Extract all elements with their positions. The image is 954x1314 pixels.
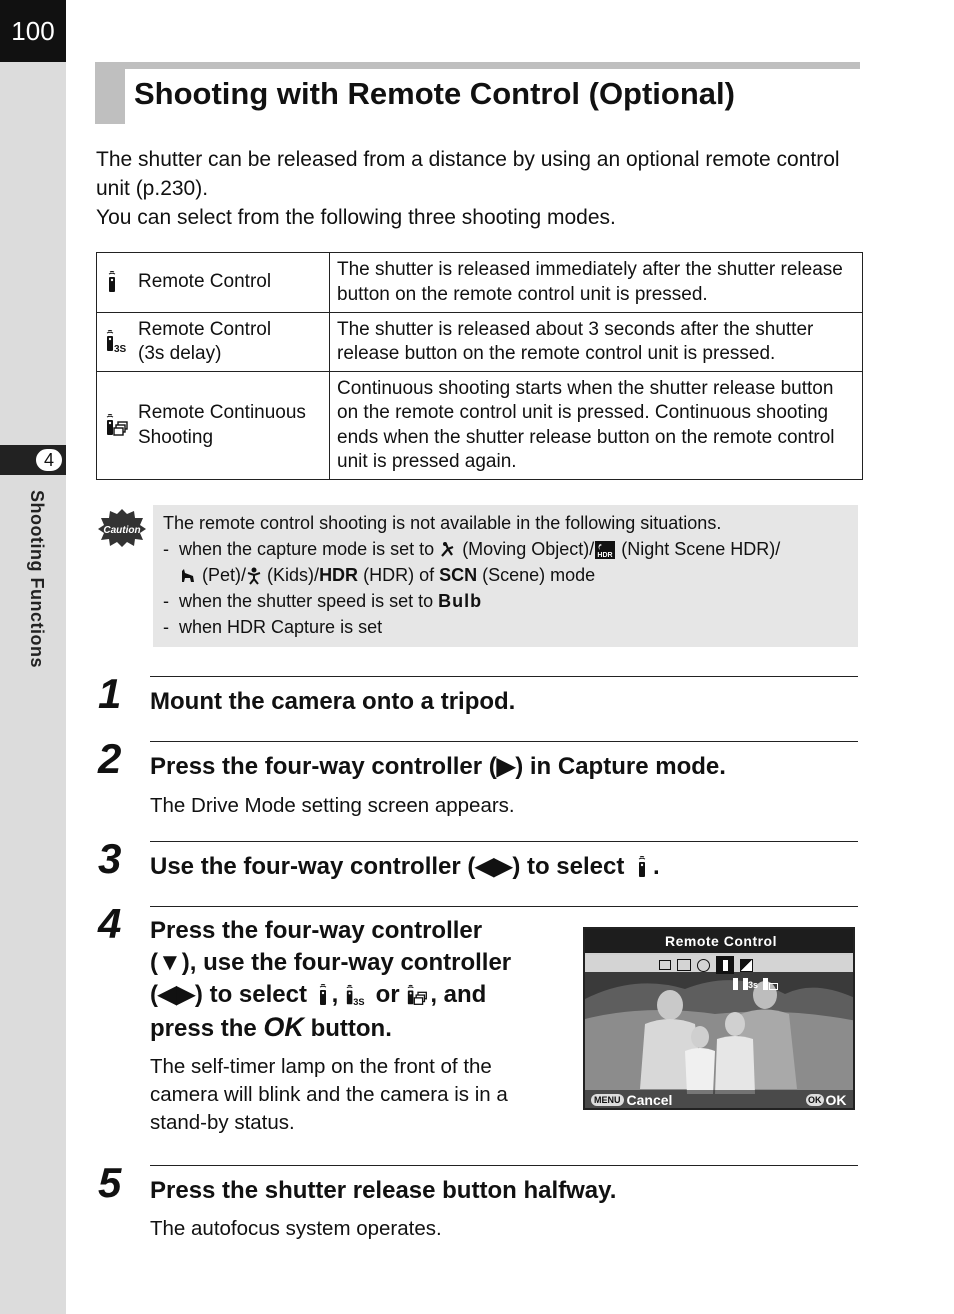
right-arrow-icon: ▶ [496, 753, 516, 780]
step-body: The autofocus system operates. [150, 1217, 442, 1240]
step-heading [150, 915, 570, 1045]
step-heading [150, 851, 660, 883]
step-heading-text: , and [430, 981, 487, 1008]
step-number: 2 [98, 735, 122, 782]
step-heading-line: (▼), use the four-way controller [150, 949, 512, 976]
mode-label-line2: Shooting [138, 426, 214, 448]
menu-key-icon: MENU [591, 1094, 624, 1106]
step-heading: Mount the camera onto a tripod. [150, 688, 516, 715]
step-heading-text: Use the four-way controller ( [150, 853, 476, 880]
step-heading-text: Press the four-way controller ( [150, 753, 497, 780]
caution-item: - when HDR Capture is set [163, 617, 383, 637]
self-timer-icon[interactable] [697, 959, 710, 972]
caution-text: when the shutter speed is set to [179, 591, 434, 611]
continuous-icon[interactable] [677, 959, 691, 971]
mode-label-line2: (3s delay) [138, 343, 222, 364]
svg-text:HDR: HDR [597, 552, 613, 560]
camera-lcd-screen [583, 927, 855, 1110]
mode-description: Continuous shooting starts when the shutter release button on the remote control unit is pressed. Continuous shooting ends when the shutter release button on the remote control unit is pressed again. [330, 372, 863, 480]
step-heading-text: ) in Capture mode. [515, 753, 726, 780]
kids-icon [246, 567, 262, 585]
remote-control-icon [314, 984, 332, 1008]
page-number: 100 [0, 0, 66, 62]
remote-continuous-icon [406, 984, 430, 1008]
intro-line-2: You can select from the following three shooting modes. [96, 206, 616, 229]
remote-3s-label: 3s [748, 980, 759, 990]
title-accent-top [95, 62, 860, 69]
ok-key-icon: OK [808, 1095, 822, 1105]
step-heading-text: button. [310, 1015, 392, 1042]
mode-cell [97, 313, 330, 372]
hdr-mode-glyph: HDR [319, 565, 359, 585]
caution-text: (Scene) mode [482, 565, 596, 585]
caution-intro: The remote control shooting is not available in the following situations. [163, 513, 722, 533]
caution-text: when the capture mode is set to [179, 539, 435, 559]
step-divider [150, 906, 858, 907]
chapter-number: 4 [34, 447, 64, 473]
caution-text: (Pet)/ [202, 565, 247, 585]
caution-text: (Moving Object)/ [462, 539, 595, 559]
remote-3s-icon [345, 984, 369, 1008]
remote-control-selected-icon[interactable] [716, 956, 734, 974]
scn-mode-glyph: SCN [439, 565, 478, 585]
remote-modes-table [96, 252, 863, 480]
table-row [97, 313, 863, 372]
step-heading-text: . [653, 853, 660, 880]
moving-object-icon [439, 541, 457, 559]
step-divider [150, 1165, 858, 1166]
chapter-label: Shooting Functions [27, 490, 47, 668]
remote-continuous-icon [105, 413, 138, 439]
mode-cell [97, 372, 330, 480]
caution-text: when HDR Capture is set [179, 617, 383, 637]
step-heading [150, 751, 726, 783]
step-number: 4 [98, 900, 122, 947]
remote-control-icon [631, 856, 653, 880]
caution-box [153, 505, 858, 647]
left-right-arrow-icon: ◀▶ [475, 853, 513, 880]
step-heading-line: (◀▶) to select , 3S or , and [150, 981, 487, 1008]
remote-3s-sub-icon[interactable] [743, 978, 758, 990]
step-divider [150, 741, 858, 742]
cancel-label: Cancel [626, 1092, 673, 1108]
caution-text: (HDR) of [363, 565, 435, 585]
section-title-bar [95, 62, 860, 124]
step-heading-text: ) to select [512, 853, 625, 880]
step-divider [150, 676, 858, 677]
step-heading-line [150, 1011, 570, 1045]
cancel-button[interactable] [591, 1092, 672, 1108]
mode-description: The shutter is released immediately after the shutter release button on the remote control unit is pressed. [330, 253, 863, 313]
step-heading: Press the shutter release button halfway. [150, 1177, 617, 1204]
mode-cell [97, 253, 330, 313]
intro-text [96, 145, 866, 232]
mode-label [138, 401, 306, 450]
svg-text:3S: 3S [353, 996, 365, 1007]
drive-mode-icons [659, 956, 753, 974]
step-heading-text: or [375, 981, 400, 1008]
caution-text: (Kids)/ [267, 565, 320, 585]
step-heading-line: Press the four-way controller [150, 917, 483, 944]
left-right-arrow-icon: ◀▶ [158, 981, 195, 1008]
down-arrow-icon: ▼ [158, 949, 182, 976]
step-number: 5 [98, 1159, 122, 1206]
mode-label: Remote Control [138, 271, 272, 293]
bulb-glyph: Bulb [438, 591, 483, 611]
step-heading-text: ) to select [194, 981, 307, 1008]
page-title: Shooting with Remote Control (Optional) [134, 76, 735, 111]
caution-item: - when the capture mode is set to (Moving Object)/ HDR (Night Scene HDR)/ (Pet)/ (Kids)/HDR (HDR) of SCN (Scene) mode [163, 539, 781, 585]
step-number: 3 [98, 835, 122, 882]
mode-label-line1: Remote Control [138, 318, 272, 340]
remote-control-icon [105, 271, 138, 295]
table-row [97, 372, 863, 480]
mode-label-line1: Remote Continuous [138, 402, 306, 423]
single-frame-icon[interactable] [659, 960, 671, 970]
pet-icon [179, 567, 197, 585]
remote-3s-icon [105, 329, 138, 355]
svg-text:3S: 3S [114, 344, 127, 355]
step-heading-text: press the [150, 1015, 257, 1042]
intro-line-1: The shutter can be released from a distance by using an optional remote control unit (p.230). [96, 148, 840, 200]
caution-icon [97, 508, 147, 553]
remote-continuous-sub-icon[interactable] [763, 978, 778, 990]
caution-text: (Night Scene HDR)/ [621, 539, 781, 559]
step-heading-text: , [331, 981, 339, 1008]
step-body: The Drive Mode setting screen appears. [150, 794, 515, 817]
remote-submode-icons [733, 978, 778, 990]
step-divider [150, 841, 858, 842]
step-body: The self-timer lamp on the front of the camera will blink and the camera is in a stand-by status. [150, 1055, 508, 1134]
ok-label: OK [825, 1092, 847, 1108]
bracket-icon[interactable] [740, 959, 753, 972]
mode-label [138, 318, 271, 367]
step-heading-text: ), use the four-way controller [181, 949, 512, 976]
caution-item: - when the shutter speed is set to Bulb [163, 591, 483, 611]
caution-icon-label: Caution [103, 525, 141, 536]
step-number: 1 [98, 670, 122, 717]
mode-description: The shutter is released about 3 seconds after the shutter release button on the remote control unit is pressed. [330, 313, 863, 372]
ok-button[interactable] [806, 1092, 847, 1108]
remote-sub-icon[interactable] [733, 978, 738, 990]
night-scene-hdr-icon [594, 540, 616, 560]
table-row [97, 253, 863, 313]
title-accent-left [95, 62, 125, 124]
screen-title: Remote Control [665, 933, 777, 949]
ok-button-glyph: OK [263, 1012, 304, 1042]
